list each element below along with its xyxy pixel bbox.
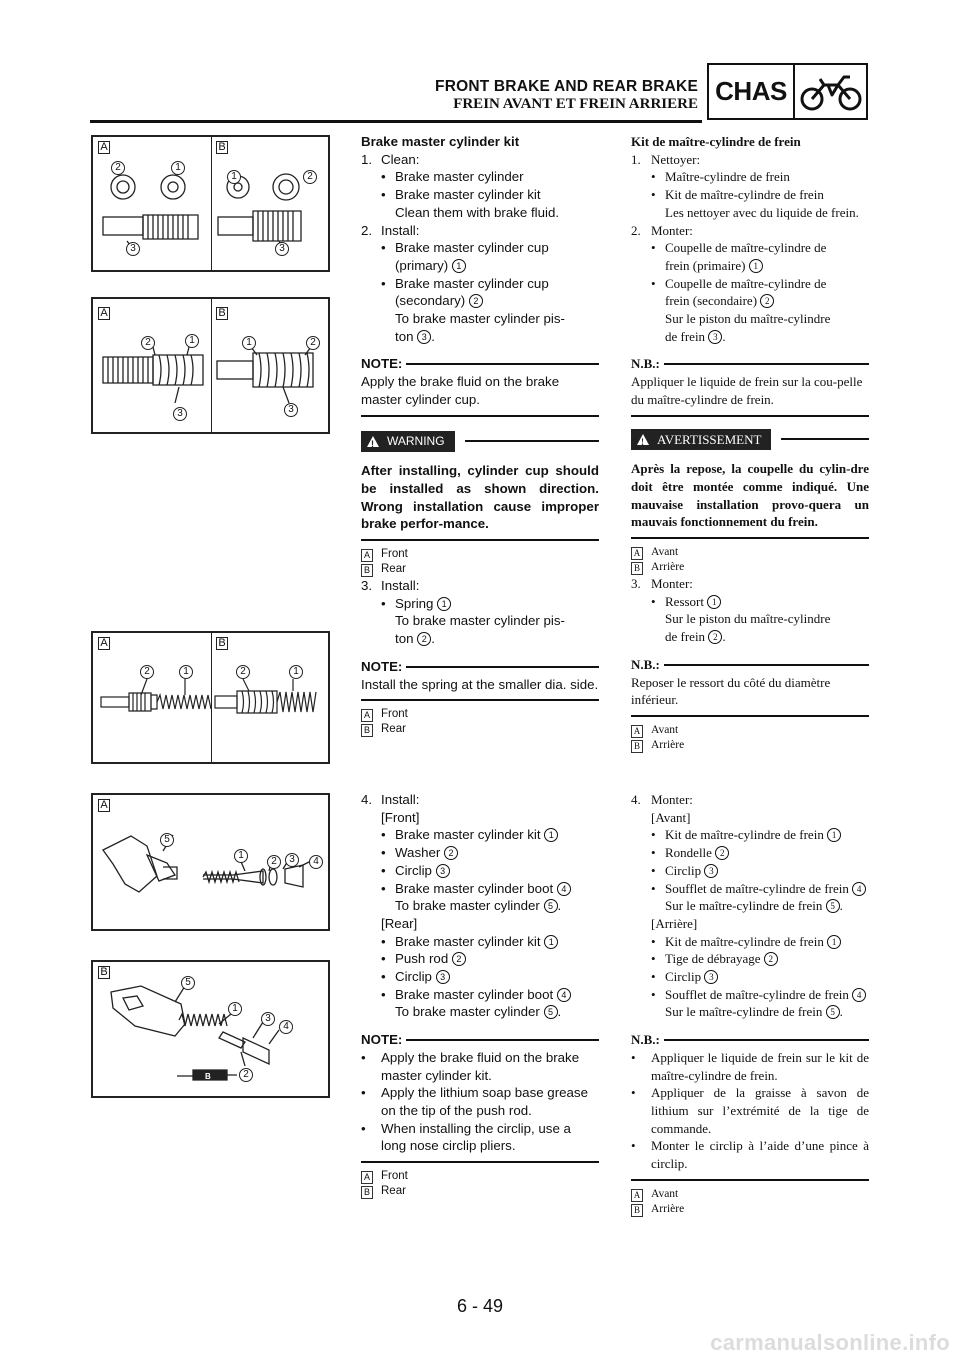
- fr-front-item: Rondelle: [665, 845, 712, 861]
- en-key-rear: Rear: [381, 563, 406, 576]
- en-step1: Clean:: [381, 151, 420, 167]
- callout-1: 1: [749, 259, 763, 273]
- fr-step2-item-cont: frein (secondaire): [665, 293, 758, 309]
- fr-step1-num: 1.: [631, 151, 641, 167]
- en-note-item: When installing the circlip, use a long nose circlip pliers.: [381, 1120, 571, 1154]
- fr-step3: Monter:: [651, 576, 693, 592]
- callout-1: 1: [452, 259, 466, 273]
- callout-1: 1: [707, 595, 721, 609]
- en-step4-num: 4.: [361, 792, 373, 807]
- figure-label-b: B: [216, 141, 228, 154]
- fr-note-label: N.B.:: [631, 356, 660, 372]
- callout-2: 2: [303, 170, 317, 184]
- fr-key-rear: Arrière: [651, 1202, 685, 1215]
- fr-front-item: Kit de maître-cylindre de frein: [665, 827, 824, 843]
- en-key-rear: Rear: [381, 1185, 406, 1198]
- grease-marker: B: [205, 1072, 211, 1081]
- fr-step3-note: Sur le piston du maître-cylindre: [665, 611, 831, 627]
- callout-3: 3: [275, 242, 289, 256]
- fr-step4: Monter:: [651, 792, 693, 807]
- fr-step2-note: Sur le piston du maître-cylindre: [665, 311, 831, 327]
- callout-4: 4: [557, 882, 571, 896]
- key-a: A: [361, 549, 373, 562]
- spring-drawing: [93, 633, 328, 762]
- en-step3-item: Spring: [395, 595, 434, 611]
- fr-front-item: Circlip: [665, 862, 702, 878]
- en-step2-note-cont: ton: [395, 328, 414, 344]
- fr-heading: Kit de maître-cylindre de frein: [631, 134, 801, 149]
- callout-2: 2: [417, 632, 431, 646]
- en-warning-label: WARNING: [387, 433, 445, 448]
- en-step2: Install:: [381, 222, 420, 238]
- en-note-text: Install the spring at the smaller dia. side.: [361, 676, 599, 692]
- en-heading: Brake master cylinder kit: [361, 134, 520, 149]
- en-rear-item: Push rod: [395, 951, 449, 967]
- key-a: A: [361, 1171, 373, 1184]
- callout-3: 3: [285, 853, 299, 867]
- fr-step1: Nettoyer:: [651, 151, 701, 167]
- fr-step2-item: Coupelle de maître-cylindre de: [665, 240, 827, 256]
- fr-step2-item: Coupelle de maître-cylindre de: [665, 275, 827, 291]
- en-rear-tag: [Rear]: [381, 915, 418, 931]
- callout-3: 3: [417, 330, 431, 344]
- fr-note-text: Appliquer le liquide de frein sur la cou-pelle du maître-cylindre de frein.: [631, 374, 863, 407]
- callout-3: 3: [704, 864, 718, 878]
- en-step4: Install:: [381, 792, 420, 807]
- fr-rear-item: Tige de débrayage: [665, 951, 761, 967]
- en-front-item: Washer: [395, 845, 441, 861]
- figure-master-cylinder-cups: [91, 135, 330, 272]
- en-step1-note: Clean them with brake fluid.: [395, 204, 560, 220]
- fr-step4-num: 4.: [631, 792, 641, 807]
- en-step3-note-cont: ton: [395, 631, 414, 647]
- fr-step3-item: Ressort: [665, 593, 704, 609]
- callout-4: 4: [279, 1020, 293, 1034]
- figure-front-assembly: [91, 793, 330, 931]
- callout-3: 3: [708, 330, 722, 344]
- callout-3: 3: [284, 403, 298, 417]
- figure-label-b: B: [216, 637, 228, 650]
- page-number: 6 - 49: [456, 1296, 504, 1316]
- callout-1: 1: [227, 170, 241, 184]
- callout-5: 5: [181, 976, 195, 990]
- en-step3-note: To brake master cylinder pis-: [395, 613, 565, 629]
- warning-icon: [367, 436, 379, 447]
- fr-step2-note-cont: de frein: [665, 328, 706, 344]
- callout-2: 2: [444, 846, 458, 860]
- en-front-item: Brake master cylinder kit: [395, 827, 541, 843]
- figure-spring: [91, 631, 330, 764]
- en-key-front: Front: [381, 548, 408, 561]
- fr-step3-note-cont: de frein: [665, 629, 706, 645]
- fr-note-item: Appliquer de la graisse à savon de lithium sur l’extrémité de la tige de commande.: [651, 1085, 869, 1136]
- callout-2: 2: [267, 855, 281, 869]
- en-step2-item-cont: (primary): [395, 257, 449, 273]
- callout-4: 4: [557, 988, 571, 1002]
- fr-note-text: Reposer le ressort du côté du diamètre inférieur.: [631, 674, 831, 708]
- en-front-item: Circlip: [395, 862, 432, 878]
- fr-step2: Monter:: [651, 222, 693, 238]
- callout-1: 1: [242, 336, 256, 350]
- fr-rear-item: Circlip: [665, 969, 702, 985]
- fr-warning-banner: [631, 429, 869, 451]
- figure-label-a: A: [98, 637, 110, 650]
- callout-2: 2: [239, 1068, 253, 1082]
- callout-3: 3: [126, 242, 140, 256]
- callout-2: 2: [469, 294, 483, 308]
- fr-step1-item: Kit de maître-cylindre de frein: [665, 187, 824, 203]
- fr-rear-tag: [Arrière]: [651, 915, 698, 931]
- callout-2: 2: [708, 630, 722, 644]
- en-rear-item: Brake master cylinder boot: [395, 986, 554, 1002]
- header-rule: [90, 120, 702, 123]
- section-badge: [707, 63, 868, 120]
- fr-key-rear: Arrière: [651, 738, 685, 751]
- en-section-2: 4. Install: [Front] • Brake master cylinder kit 1 • Washer 2 • Circlip 3 • Brake master cylinder boot 4 To brake master cylinder 5 . [Rear] • Brake master cylinder kit 1 • Push rod 2 • Circlip 3 • Brake master cylinder boot 4 To brake master cylinder 5 . NOTE: • Apply the brake fluid on the brake master cylinder kit. • Apply the lithium soap base grease on the tip of the push rod. • When installing the circlip, use a long nose circlip pliers. A Front B Rear: [361, 791, 599, 1199]
- fr-key-rear: Arrière: [651, 561, 685, 574]
- fr-note-item: Monter le circlip à l’aide d’une pince à circlip.: [651, 1138, 869, 1172]
- callout-4: 4: [852, 988, 866, 1002]
- en-step1-item: Brake master cylinder: [395, 169, 524, 185]
- callout-2: 2: [111, 161, 125, 175]
- callout-2: 2: [140, 665, 154, 679]
- en-note-item: Apply the lithium soap base grease on the tip of the push rod.: [381, 1085, 588, 1118]
- figure-label-a: A: [98, 799, 110, 812]
- callout-1: 1: [544, 828, 558, 842]
- key-b: B: [631, 1204, 643, 1217]
- callout-1: 1: [827, 828, 841, 842]
- callout-3: 3: [261, 1012, 275, 1026]
- en-front-item: Brake master cylinder boot: [395, 880, 554, 896]
- en-note-item: Apply the brake fluid on the brake master cylinder kit.: [381, 1049, 580, 1083]
- en-step2-num: 2.: [361, 222, 373, 238]
- en-section-1: Brake master cylinder kit 1. Clean: • Brake master cylinder • Brake master cylinder kit Clean them with brake fluid. 2. Install: • Brake master cylinder cup (primary) 1 • Brake master cylinder cup (secondary) 2 To brake master cylinder pis- ton 3 . NOTE: Apply the brake fluid on the brake master cylinder cup. ! WARNING After installing, cylinder cup should be installed as shown direction. Wrong installation cause improper brake perfor-mance. A Front B Rear 3. Install: • Spring 1 To brake master cylinder pis- ton 2 . NOTE: Install the spring at the smaller dia. side. A Front B Rear: [361, 133, 599, 737]
- callout-2: 2: [764, 952, 778, 966]
- en-front-tag: [Front]: [381, 809, 420, 825]
- en-step3-num: 3.: [361, 578, 373, 594]
- en-step2-note: To brake master cylinder pis-: [395, 311, 565, 327]
- en-key-rear: Rear: [381, 723, 406, 736]
- callout-1: 1: [234, 849, 248, 863]
- callout-1: 1: [185, 334, 199, 348]
- key-a: A: [631, 1189, 643, 1202]
- fr-note-item: Appliquer le liquide de frein sur le kit de maître-cylindre de frein.: [651, 1049, 869, 1083]
- key-b: B: [631, 740, 643, 753]
- en-step3: Install:: [381, 578, 420, 594]
- fr-step2-num: 2.: [631, 222, 641, 238]
- callout-2: 2: [760, 294, 774, 308]
- en-key-front: Front: [381, 1170, 408, 1183]
- key-b: B: [361, 564, 373, 577]
- callout-1: 1: [289, 665, 303, 679]
- callout-5: 5: [544, 899, 558, 913]
- fr-warning-text: Après la repose, la coupelle du cylin-dre doit être montée comme indiqué. Une mauvaise installation provo-quera un mauvais fonctionnement du frein.: [631, 461, 869, 530]
- en-rear-note: To brake master cylinder: [395, 1004, 540, 1020]
- callout-2: 2: [452, 952, 466, 966]
- motorcycle-icon: [795, 65, 866, 118]
- callout-3: 3: [704, 970, 718, 984]
- en-rear-item: Circlip: [395, 969, 432, 985]
- header-title-en: FRONT BRAKE AND REAR BRAKE: [435, 78, 698, 95]
- en-step2-item: Brake master cylinder cup: [395, 275, 549, 291]
- callout-4: 4: [309, 855, 323, 869]
- key-b: B: [361, 724, 373, 737]
- figure-label-b: B: [98, 966, 110, 979]
- callout-4: 4: [852, 882, 866, 896]
- fr-front-note: Sur le maître-cylindre de frein: [665, 898, 823, 914]
- callout-1: 1: [437, 597, 451, 611]
- key-b: B: [631, 562, 643, 575]
- callout-1: 1: [827, 935, 841, 949]
- callout-3: 3: [436, 864, 450, 878]
- figure-cups-installed: [91, 297, 330, 434]
- en-front-note: To brake master cylinder: [395, 898, 540, 914]
- en-note-label: NOTE:: [361, 658, 403, 674]
- figure-label-b: B: [216, 307, 228, 320]
- callout-1: 1: [171, 161, 185, 175]
- callout-5: 5: [826, 899, 840, 913]
- watermark: carmanualsonline.info: [710, 1330, 950, 1355]
- callout-2: 2: [236, 665, 250, 679]
- fr-section-1: Kit de maître-cylindre de frein 1. Nettoyer: • Maître-cylindre de frein • Kit de maître-cylindre de frein Les nettoyer avec du liquide de frein. 2. Monter: • Coupelle de maître-cylindre de frein (primaire) 1 • Coupelle de maître-cylindre de frein (secondaire) 2 Sur le piston du maître-cylindre de frein 3 . N.B.: Appliquer le liquide de frein sur la cou-pelle du maître-cylindre de frein. ! AVERTISSEMENT Après la repose, la coupelle du cylin-dre doit être montée comme indiqué. Une mauvaise installation provo-quera un mauvais fonctionnement du frein. A Avant B Arrière 3. Monter: • Ressort 1 Sur le piston du maître-cylindre de frein 2 . N.B.: Reposer le ressort du côté du diamètre inférieur. A Avant B Arrière: [631, 133, 869, 753]
- callout-5: 5: [544, 1005, 558, 1019]
- fr-key-front: Avant: [651, 546, 679, 559]
- key-b: B: [361, 1186, 373, 1199]
- callout-3: 3: [436, 970, 450, 984]
- fr-rear-item: Kit de maître-cylindre de frein: [665, 933, 824, 949]
- en-key-front: Front: [381, 708, 408, 721]
- callout-2: 2: [715, 846, 729, 860]
- fr-step3-num: 3.: [631, 576, 641, 592]
- fr-step1-item: Maître-cylindre de frein: [665, 169, 790, 185]
- en-rear-item: Brake master cylinder kit: [395, 933, 541, 949]
- callout-1: 1: [228, 1002, 242, 1016]
- callout-5: 5: [160, 833, 174, 847]
- en-warning-text: After installing, cylinder cup should be installed as shown direction. Wrong installation cause improper brake perfor-mance.: [361, 463, 599, 532]
- key-a: A: [631, 725, 643, 738]
- fr-rear-note: Sur le maître-cylindre de frein: [665, 1004, 823, 1020]
- en-note-text: Apply the brake fluid on the brake master cylinder cup.: [361, 374, 560, 407]
- fr-key-front: Avant: [651, 1187, 679, 1200]
- key-a: A: [631, 547, 643, 560]
- fr-note-label: N.B.:: [631, 656, 660, 672]
- en-step1-item: Brake master cylinder kit: [395, 187, 541, 203]
- callout-1: 1: [179, 665, 193, 679]
- en-warning-banner: [361, 431, 599, 453]
- fr-key-front: Avant: [651, 723, 679, 736]
- en-note-label: NOTE:: [361, 1032, 403, 1048]
- fr-step2-item-cont: frein (primaire): [665, 257, 746, 273]
- fr-warning-label: AVERTISSEMENT: [657, 431, 762, 447]
- fr-section-2: 4. Monter: [Avant] • Kit de maître-cylindre de frein 1 • Rondelle 2 • Circlip 3 • Soufflet de maître-cylindre de frein 4 Sur le maître-cylindre de frein 5 . [Arrière] • Kit de maître-cylindre de frein 1 • Tige de débrayage 2 • Circlip 3 • Soufflet de maître-cylindre de frein 4 Sur le maître-cylindre de frein 5 . N.B.: • Appliquer le liquide de frein sur le kit de maître-cylindre de frein. • Appliquer de la graisse à savon de lithium sur l’extrémité de la tige de commande. • Monter le circlip à l’aide d’une pince à circlip. A Avant B Arrière: [631, 792, 869, 1215]
- header-title-fr: FREIN AVANT ET FREIN ARRIERE: [453, 96, 698, 112]
- callout-2: 2: [306, 336, 320, 350]
- en-step2-item-cont: (secondary): [395, 293, 466, 309]
- figure-label-a: A: [98, 307, 110, 320]
- callout-1: 1: [544, 935, 558, 949]
- fr-front-item: Soufflet de maître-cylindre de frein: [665, 880, 849, 896]
- en-step1-num: 1.: [361, 151, 373, 167]
- warning-icon: [637, 434, 649, 445]
- callout-3: 3: [173, 407, 187, 421]
- rear-assembly-drawing: [93, 962, 328, 1096]
- fr-front-tag: [Avant]: [651, 809, 691, 825]
- en-step2-item: Brake master cylinder cup: [395, 240, 549, 256]
- callout-2: 2: [141, 336, 155, 350]
- figure-label-a: A: [98, 141, 110, 154]
- figure-rear-assembly: [91, 960, 330, 1098]
- section-label: CHAS: [709, 65, 795, 118]
- fr-step1-note: Les nettoyer avec du liquide de frein.: [665, 204, 859, 220]
- callout-5: 5: [826, 1005, 840, 1019]
- key-a: A: [361, 709, 373, 722]
- fr-note-label: N.B.:: [631, 1032, 660, 1048]
- fr-rear-item: Soufflet de maître-cylindre de frein: [665, 986, 849, 1002]
- en-note-label: NOTE:: [361, 356, 403, 372]
